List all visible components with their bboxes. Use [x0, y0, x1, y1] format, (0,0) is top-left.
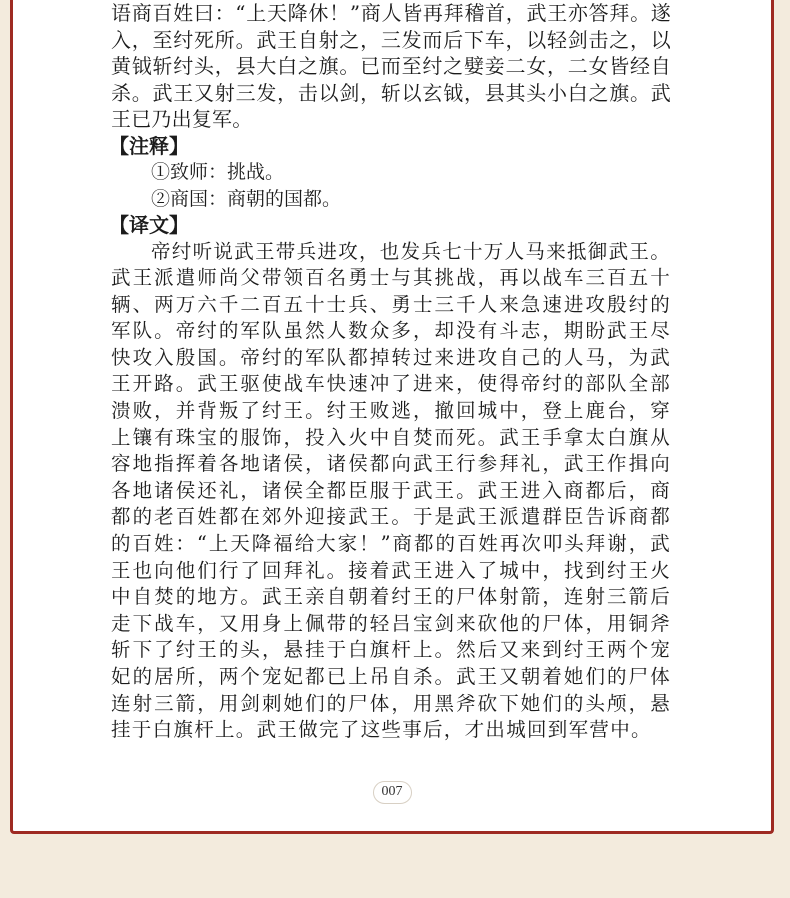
page-footer	[13, 781, 771, 804]
original-text-paragraph: 语商百姓曰：“上天降休！”商人皆再拜稽首，武王亦答拜。遂入，至纣死所。武王自射之，三发而后下车，以轻剑击之，以黄钺斩纣头，县大白之旗。已而至纣之嬖妾二女，二女皆经自杀。武王又射三发，击以剑，斩以玄钺，县其头小白之旗。武王已乃出复军。	[111, 1, 671, 131]
note-item-2: ②商国：商朝的国都。	[151, 187, 342, 210]
page-number: 007	[373, 781, 412, 804]
book-page	[10, 0, 774, 834]
translation-heading: 【译文】	[109, 213, 189, 237]
note-item-1: ①致师：挑战。	[151, 161, 285, 183]
notes-heading: 【注释】	[109, 133, 189, 158]
translation-paragraph: 帝纣听说武王带兵进攻，也发兵七十万人马来抵御武王。武王派遣师尚父带领百名勇士与其挑战，再以战车三百五十辆、两万六千二百五十士兵、勇士三千人来急速进攻殷纣的军队。帝纣的军队虽然人数众多，却没有斗志，期盼武王尽快攻入殷国。帝纣的军队都掉转过来进攻自己的人马，为武王开路。武王驱使战车快速冲了进来，使得帝纣的部队全部溃败，并背叛了纣王。纣王败逃，撤回城中，登上鹿台，穿上镶有珠宝的服饰，投入火中自焚而死。武王手拿太白旗从容地指挥着各地诸侯，诸侯都向武王行参拜礼，武王作揖向各地诸侯还礼，诸侯全都臣服于武王。武王进入商都后，商都的老百姓都在郊外迎接武王。于是武王派遣群臣告诉商都的百姓：“上天降福给大家！”商都的百姓再次叩头拜谢，武王也向他们行了回拜礼。接着武王进入了城中，找到纣王火中自焚的地方。武王亲自朝着纣王的尸体射箭，连射三箭后走下战车，又用身上佩带的轻吕宝剑来砍他的尸体，用铜斧斩下了纣王的头，悬挂于白旗杆上。然后又来到纣王两个宠妃的居所，两个宠妃都已上吊自杀。武王又朝着她们的尸体连射三箭，用剑刺她们的尸体，用黑斧砍下她们的头颅，悬挂于白旗杆上。武王做完了这些事后，才出城回到军营中。	[111, 239, 672, 742]
page-content	[111, 0, 671, 744]
